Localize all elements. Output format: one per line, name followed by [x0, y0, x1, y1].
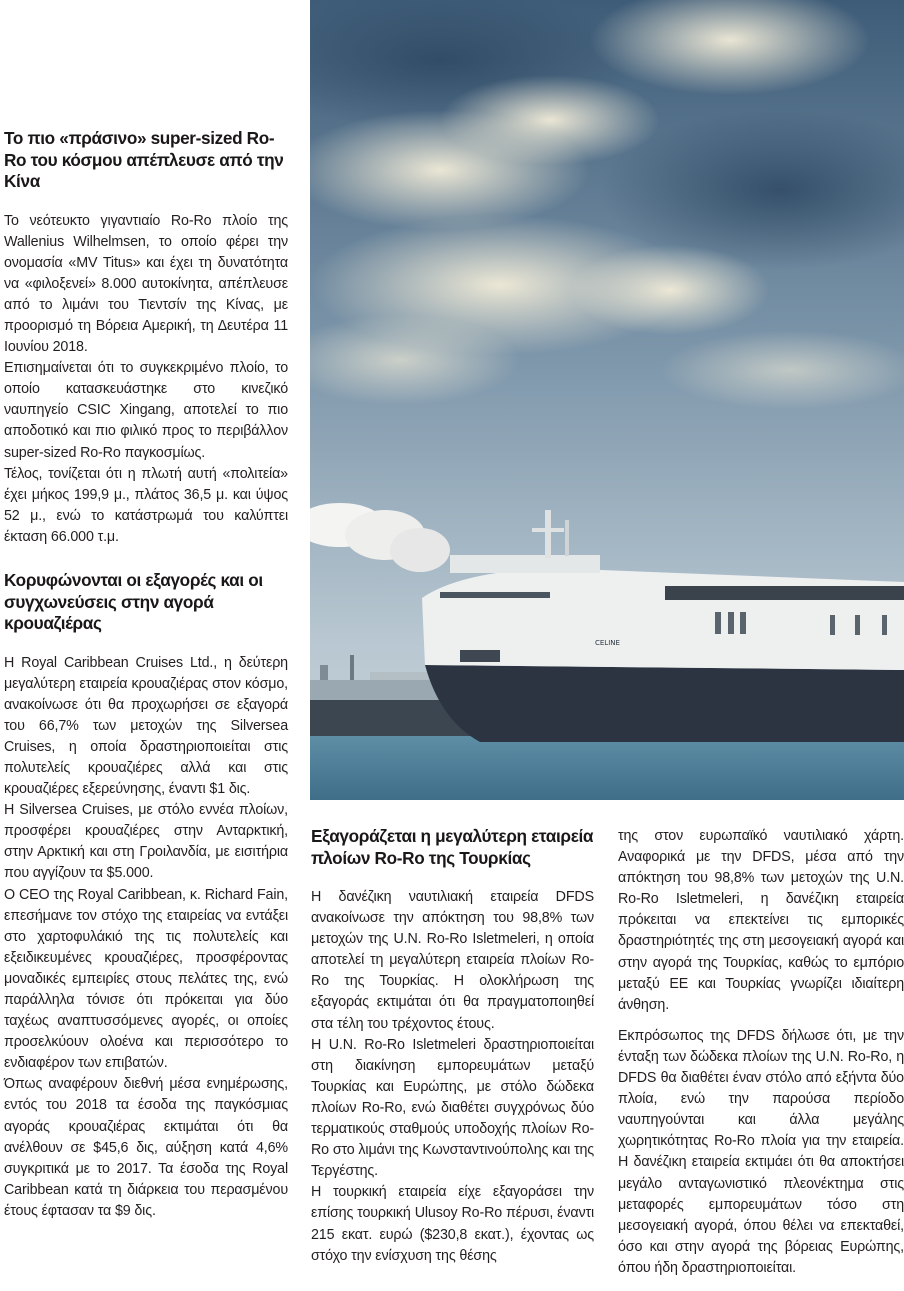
article3-paragraph-2: Η U.N. Ro-Ro Isletmeleri δραστηριοποιείται στη διακίνηση εμπορευμάτων μεταξύ Τουρκίας και Ευρώπης, με στόλο δώδεκα πλοίων Ro-Ro, ενώ διαθέτει συγχρόνως δύο τερματικούς σταθμούς υποδοχής πλοίων Ro-Ro στο λιμάνι της Κωνσταντινούπολης και της Τεργέστης.	[311, 1036, 594, 1180]
article2-paragraph-4: Όπως αναφέρουν διεθνή μέσα ενημέρωσης, εντός του 2018 τα έσοδα της παγκόσμιας αγοράς κρουαζιέρας εκτιμάται ότι θα ανέλθουν σε $45,6 δις, αύξηση κατά 4,6% συγκριτικά με το 2017. Τα έσοδα της Royal Caribbean κατά τη διάρκεια του περασμένου έτους έφτασαν τα $9 δις.	[4, 1076, 288, 1219]
article2-paragraph-1: Η Royal Caribbean Cruises Ltd., η δεύτερη μεγαλύτερη εταιρεία κρουαζιέρας στον κόσμο, ανακοίνωσε ότι θα προχωρήσει σε εξαγορά του 66,7% των μετοχών της Silversea Cruises, η οποία δραστηριοποιείται στις πολυτελείς κρουαζιέρες αλλά και στις κρουαζιέρες εξερεύνησης, έναντι $1 δις.	[4, 654, 288, 798]
article2-paragraph-3: Ο CEO της Royal Caribbean, κ. Richard Fain, επεσήμανε τον στόχο της εταιρείας να εντάξει στο χαρτοφυλάκιό της τις πολυτελείς και εξειδικευμένες κρουαζιέρες, προσφέροντας μοναδικές εμπειρίες στους πελάτες της, ενώ παράλληλα τόνισε ότι πρόκειται για δύο ταχέως αναπτυσσόμενες αγορές, οι οποίες προσελκύουν ολοένα και περισσότερο το ενδιαφέρον των επιβατών.	[4, 886, 288, 1072]
article3-paragraph-3-part-2: της στον ευρωπαϊκό ναυτιλιακό χάρτη. Αναφορικά με την DFDS, μέσα από την απόκτηση του 98,8% των μετοχών της U.N. Ro-Ro Isletmeleri, η δανέζικη εταιρεία πρόκειται να επεκτείνει τις εμπορικές δραστηριότητές της στη μεσογειακή αγορά και στην αγορά της Τουρκίας, καθώς το εμπόριο μεταξύ ΕΕ και Τουρκίας γνωρίζει ιδιαίτερη άνθηση.	[618, 828, 904, 1013]
column-middle	[311, 826, 594, 1267]
ship-photo	[310, 0, 904, 800]
article2-paragraph-2: Η Silversea Cruises, με στόλο εννέα πλοίων, προσφέρει κρουαζιέρες στην Ανταρκτική, στην Αρκτική και στη Γροιλανδία, με εισιτήρια που αγγίζουν τα $5.000.	[4, 802, 288, 882]
article1-paragraph-1: Το νεότευκτο γιγαντιαίο Ro-Ro πλοίο της Wallenius Wilhelmsen, το οποίο φέρει την ονομασία «MV Titus» και έχει τη δυνατότητα να «φιλοξενεί» 8.000 αυτοκίνητα, απέπλευσε από το λιμάνι του Τιεντσίν της Κίνας, με προορισμό τη Βόρεια Αμερική, τη Δευτέρα 11 Ιουνίου 2018.	[4, 212, 288, 356]
ship-name-label: CELINE	[595, 639, 620, 647]
article3-paragraph-4: Εκπρόσωπος της DFDS δήλωσε ότι, με την ένταξη των δώδεκα πλοίων της U.N. Ro-Ro, η DFDS θα διαθέτει έναν στόλο από εξήντα δύο πλοία, ενώ την παρούσα περίοδο ναυπηγούνται και άλλα μεγάλης χωρητικότητας Ro-Ro πλοία για την εταιρεία. Η δανέζικη εταιρεία εκτιμάει ότι θα αποκτήσει μεγάλο ανταγωνιστικό πλεονέκτημα στις μεταφορές εμπορευμάτων τόσο στη μεσογειακή αγορά, όπου θέλει να επεκταθεί, όσο και στην αγορά της βόρειας Ευρώπης, όπου ήδη δραστηριοποιείται.	[618, 1027, 904, 1276]
article1-paragraph-3: Τέλος, τονίζεται ότι η πλωτή αυτή «πολιτεία» έχει μήκος 199,9 μ., πλάτος 36,5 μ. και ύψος 52 μ., ενώ το κατάστρωμά του καλύπτει έκταση 66.000 τ.μ.	[4, 465, 288, 545]
article1-title: Το πιο «πράσινο» super-sized Ro-Ro του κόσμου απέπλευσε από την Κίνα	[4, 128, 284, 191]
article3-paragraph-3-part-1: Η τουρκική εταιρεία είχε εξαγοράσει την επίσης τουρκική Ulusoy Ro-Ro πέρυσι, έναντι 215 εκατ. ευρώ ($230,8 εκατ.), έχοντας ως στόχο την ενίσχυση της θέσης	[311, 1184, 594, 1264]
column-left	[4, 128, 288, 1222]
column-right	[618, 826, 904, 1279]
article3-title: Εξαγοράζεται η μεγαλύτερη εταιρεία πλοίων Ro-Ro της Τουρκίας	[311, 826, 594, 868]
article2-title: Κορυφώνονται οι εξαγορές και οι συγχωνεύσεις στην αγορά κρουαζιέρας	[4, 570, 263, 633]
article1-paragraph-2: Επισημαίνεται ότι το συγκεκριμένο πλοίο, το οποίο κατασκευάστηκε στο κινεζικό ναυπηγείο CSIC Xingang, αποτελεί το πιο αποδοτικό και πιο φιλικό προς το περιβάλλον super-sized Ro-Ro παγκοσμίως.	[4, 360, 288, 461]
article3-paragraph-1: Η δανέζικη ναυτιλιακή εταιρεία DFDS ανακοίνωσε την απόκτηση του 98,8% των μετοχών της U.N. Ro-Ro Isletmeleri, η οποία αποτελεί τη μεγαλύτερη εταιρεία πλοίων Ro-Ro της Τουρκίας. Η ολοκλήρωση της εξαγοράς εκτιμάται ότι θα πραγματοποιηθεί στα τέλη του τρέχοντος έτους.	[311, 889, 594, 1032]
